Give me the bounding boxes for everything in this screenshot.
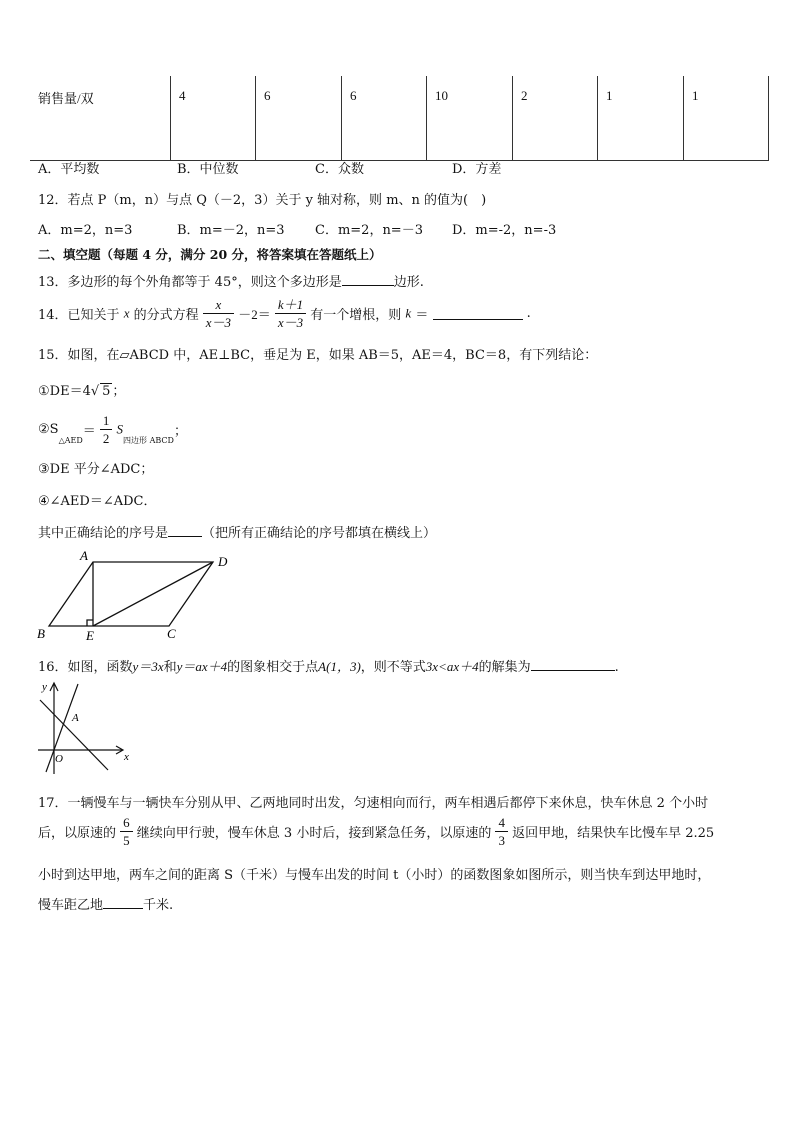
q17-line-3: 小时到达甲地，两车之间的距离 S（千米）与慢车出发的时间 t（小时）的函数图象如图所示，则当快车到达甲地时， <box>38 868 711 883</box>
q15-conclusion-2 <box>38 414 187 446</box>
equals: ＝ <box>82 424 96 439</box>
table-cell: 6 <box>256 76 342 161</box>
fraction-denominator: x－3 <box>275 313 306 329</box>
fraction-numerator: 4 <box>498 815 505 830</box>
q14-fraction-2 <box>275 298 306 329</box>
q12-option-d: D．m=-2，n=-3 <box>452 223 557 238</box>
q16-end: . <box>614 660 619 675</box>
label-a: A <box>80 548 88 563</box>
q17-line-1: 17．一辆慢车与一辆快车分别从甲、乙两地同时出发，匀速相向而行，两车相遇后都停下来休息，快车休息 2 个小时 <box>38 796 709 811</box>
question-text: 其中正确结论的序号是 <box>38 526 169 541</box>
segment-de <box>93 562 213 626</box>
table-row-label: 销售量/双 <box>38 91 94 106</box>
q14-mid: 的分式方程 <box>133 308 199 323</box>
q13 <box>38 271 424 290</box>
q11-option-c: C．众数 <box>315 162 364 177</box>
q12-stem: 12．若点 P（m，n）与点 Q（－2，3）关于 y 轴对称，则 m、n 的值为( ) <box>38 193 487 208</box>
q11-option-b: B．中位数 <box>177 162 239 177</box>
sales-table <box>30 76 769 161</box>
q16-graph-figure <box>34 678 134 778</box>
q16-inequality: 3x<ax＋4 <box>425 659 479 674</box>
fraction-numerator: 6 <box>123 815 130 830</box>
q17-text: 千米. <box>143 898 174 913</box>
conclusion-end: ； <box>112 384 126 399</box>
q16-function-1: y＝3x <box>132 659 164 674</box>
fraction-numerator: 1 <box>102 413 110 428</box>
fraction-denominator: x－3 <box>203 313 234 329</box>
section-heading: 二、填空题（每题 4 分，满分 20 分，将答案填在答题纸上） <box>38 247 382 262</box>
label-x-axis: x <box>124 751 129 763</box>
q14-minus2: －2＝ <box>238 307 271 322</box>
q15-conclusion-1: ①DE＝4√ 5 ； <box>38 384 126 399</box>
table-cell: 2 <box>513 76 598 161</box>
q17-text: 继续向甲行驶，慢车休息 3 小时后，接到紧急任务，以原速的 <box>136 826 492 841</box>
q17-fraction-6-5 <box>120 816 133 847</box>
q15-answer-blank <box>168 524 202 537</box>
q13-suffix: 边形. <box>393 275 424 290</box>
q16-text: 的图象相交于点 <box>227 660 319 675</box>
conclusion-text: ①DE＝4 <box>38 384 91 399</box>
label-point-a: A <box>72 712 79 724</box>
q15-question <box>38 522 436 541</box>
parallelogram-abcd <box>49 562 213 626</box>
q17-fraction-4-3 <box>495 816 508 847</box>
q17-line-2 <box>38 816 714 847</box>
q17-text: 返回甲地，结果快车比慢车早 2.25 <box>512 826 715 841</box>
question-text: （把所有正确结论的序号都填在横线上） <box>202 526 437 541</box>
q15-conclusion-3: ③DE 平分∠ADC； <box>38 462 154 477</box>
q14-fraction-1 <box>203 298 234 329</box>
q16-function-2: y＝ax＋4 <box>176 659 228 674</box>
right-angle-mark <box>87 620 93 626</box>
q15-conclusion-4: ④∠AED＝∠ADC． <box>38 494 157 509</box>
subscript: 四边形 ABCD <box>123 436 174 445</box>
q14-prefix: 14．已知关于 <box>38 308 120 323</box>
conclusion-end: ； <box>173 424 187 439</box>
q11-option-d: D．方差 <box>452 162 502 177</box>
table-cell: 6 <box>342 76 427 161</box>
q17-answer-blank <box>103 896 143 909</box>
table-cell: 4 <box>171 76 256 161</box>
label-b: B <box>37 626 45 641</box>
label-y-axis: y <box>42 681 47 693</box>
q17-text: 慢车距乙地 <box>38 898 104 913</box>
q16-answer-blank <box>531 658 615 671</box>
fraction-denominator: 2 <box>100 429 113 445</box>
label-c: C <box>167 626 176 641</box>
table-cell: 10 <box>427 76 513 161</box>
label-e: E <box>86 628 94 643</box>
table-cell: 1 <box>684 76 769 161</box>
half-fraction <box>100 414 113 445</box>
label-origin: O <box>55 753 63 765</box>
q17-line-4 <box>38 894 173 913</box>
q14-answer-blank <box>433 307 523 320</box>
q16-point: A(1，3) <box>318 659 361 674</box>
q16-text: 和 <box>163 660 177 675</box>
q16-text: 16．如图，函数 <box>38 660 133 675</box>
q15-parallelogram-figure <box>30 548 240 646</box>
fraction-denominator: 5 <box>120 831 133 847</box>
label-d: D <box>218 554 228 569</box>
subscript: △AED <box>58 436 83 445</box>
fraction-denominator: 3 <box>495 831 508 847</box>
q14-var-x: x <box>123 305 130 321</box>
q11-option-a: A．平均数 <box>38 162 100 177</box>
q15-stem: 15．如图，在▱ABCD 中，AE⊥BC，垂足为 E，如果 AB＝5，AE＝4，BC＝8，有下列结论： <box>38 348 598 363</box>
table-row <box>30 76 769 161</box>
q16-text: 的解集为 <box>478 660 531 675</box>
fraction-numerator: k＋1 <box>277 297 304 312</box>
q13-prefix: 13．多边形的每个外角都等于 45°，则这个多边形是 <box>38 275 342 290</box>
q13-answer-blank <box>342 273 394 286</box>
conclusion-text: ②S <box>38 422 59 437</box>
q14-var-k: k <box>405 305 412 321</box>
q14-end: . <box>526 306 531 321</box>
q12-option-c: C．m=2，n=－3 <box>315 223 423 238</box>
area-symbol: S <box>116 421 124 437</box>
fraction-numerator: x <box>215 297 222 312</box>
q14-eq: ＝ <box>415 308 429 323</box>
table-cell: 1 <box>598 76 684 161</box>
q12-option-a: A．m=2，n=3 <box>38 223 133 238</box>
q17-text: 后，以原速的 <box>38 826 117 841</box>
q14-after: 有一个增根，则 <box>310 308 402 323</box>
q12-option-b: B．m=－2，n=3 <box>177 223 285 238</box>
q16-text: ，则不等式 <box>360 660 426 675</box>
q16 <box>38 656 619 675</box>
radicand: 5 <box>102 384 111 399</box>
q14 <box>38 298 531 329</box>
